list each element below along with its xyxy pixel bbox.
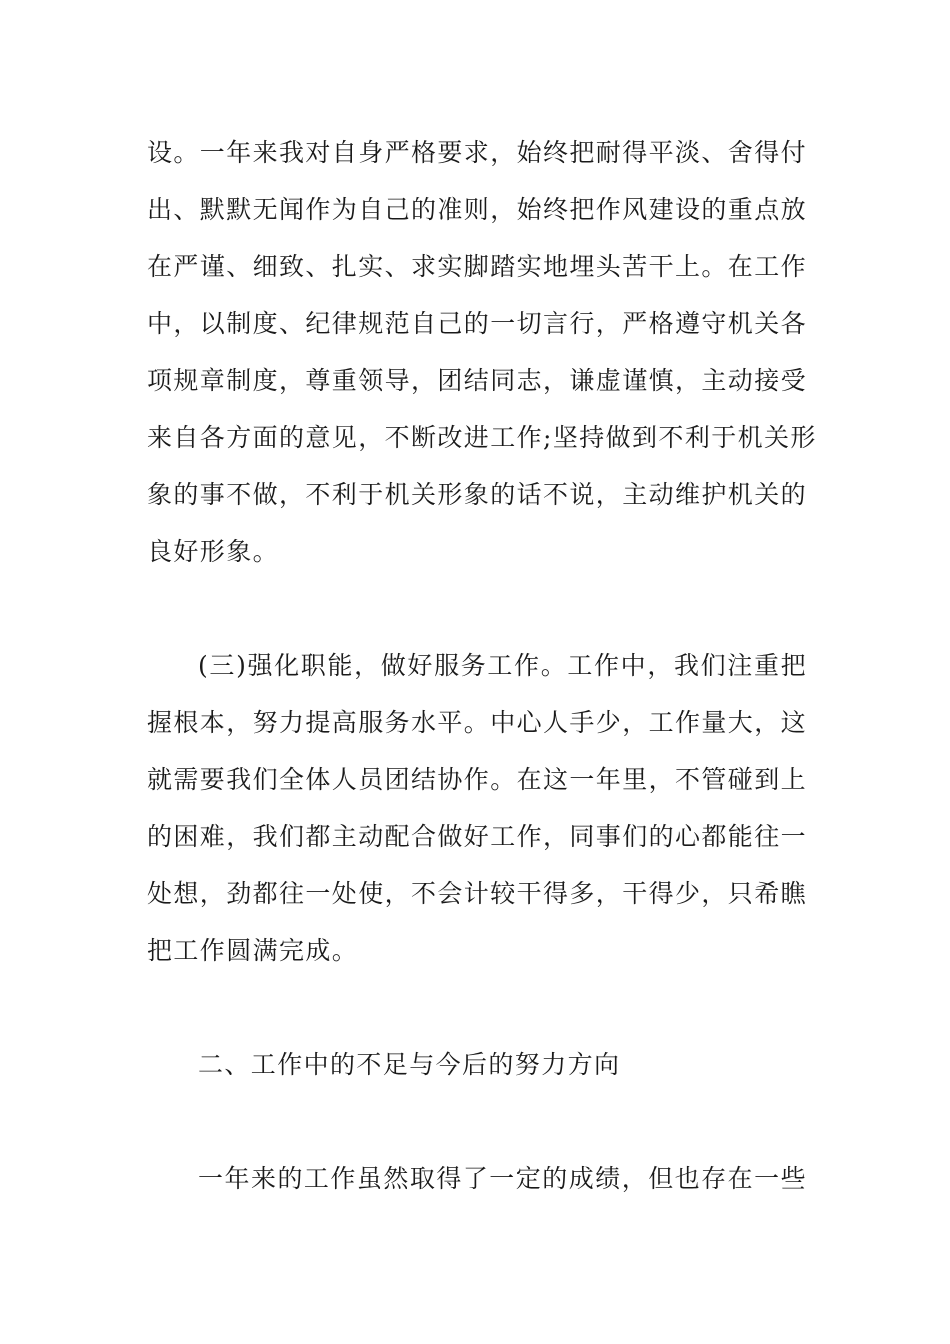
paragraph-2-line-4: 的困难，我们都主动配合做好工作，同事们的心都能往一: [147, 822, 808, 851]
paragraph-2-line-3: 就需要我们全体人员团结协作。在这一年里，不管碰到上: [147, 765, 808, 794]
paragraph-1-line-1: 设。一年来我对自身严格要求，始终把耐得平淡、舍得付: [147, 138, 808, 167]
paragraph-2-line-5: 处想，劲都往一处使，不会计较干得多，干得少，只希瞧: [147, 879, 808, 908]
paragraph-2-line-6: 把工作圆满完成。: [147, 936, 359, 965]
paragraph-1-line-8: 良好形象。: [147, 537, 280, 566]
paragraph-1-line-7: 象的事不做，不利于机关形象的话不说，主动维护机关的: [147, 480, 808, 509]
paragraph-3-line-1: 一年来的工作虽然取得了一定的成绩，但也存在一些: [198, 1164, 807, 1193]
paragraph-1-line-6: 来自各方面的意见，不断改进工作;坚持做到不利于机关形: [147, 423, 817, 452]
paragraph-1-line-4: 中，以制度、纪律规范自己的一切言行，严格遵守机关各: [147, 309, 808, 338]
section-heading: 二、工作中的不足与今后的努力方向: [198, 1050, 621, 1079]
paragraph-2-line-2: 握根本，努力提高服务水平。中心人手少，工作量大，这: [147, 708, 808, 737]
paragraph-2-line-1: (三)强化职能，做好服务工作。工作中，我们注重把: [198, 651, 807, 680]
paragraph-1-line-5: 项规章制度，尊重领导，团结同志，谦虚谨慎，主动接受: [147, 366, 808, 395]
paragraph-1-line-2: 出、默默无闻作为自己的准则，始终把作风建设的重点放: [147, 195, 808, 224]
paragraph-1-line-3: 在严谨、细致、扎实、求实脚踏实地埋头苦干上。在工作: [147, 252, 808, 281]
